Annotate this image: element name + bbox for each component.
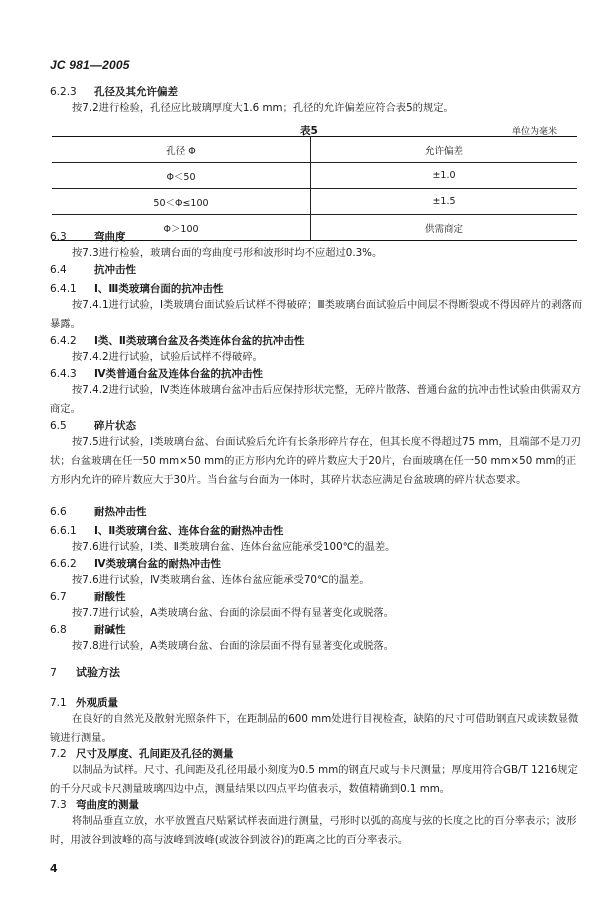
- table-row: [52, 189, 577, 215]
- heading-6-4-3: [50, 367, 263, 381]
- heading-number: 6.7: [50, 591, 67, 603]
- heading-6-5: [50, 419, 136, 433]
- table-header-row: [52, 137, 577, 163]
- heading-number: 6.6.1: [50, 525, 77, 537]
- page-number: 4: [50, 862, 58, 875]
- heading-title: 弯曲度: [94, 231, 126, 243]
- column-header-tolerance: 允许偏差: [311, 137, 578, 163]
- heading-6-6: [50, 505, 147, 519]
- paragraph-6-6-2: 按7.6进行试验，Ⅳ类玻璃台盆、连体台盆应能承受70℃的温差。: [72, 574, 370, 586]
- paragraph-6-2-3: 按7.2进行检验，孔径应比玻璃厚度大1.6 mm；孔径的允许偏差应符合表5的规定。: [72, 102, 454, 114]
- paragraph-6-5: 按7.5进行试验，Ⅰ类玻璃台盆、台面试验后允许有长条形碎片存在，但其长度不得超过75 mm，且端部不是刀刃状；台盆玻璃在任一50 mm×50 mm的正方形内允许的碎片数应大于20片，台面玻璃在任一50 mm×50 mm的正方形内允许的碎片数应大于30片。当台盆与台面为一体时，其碎片状态应满足台盆玻璃的碎片状态要求。: [50, 436, 581, 486]
- heading-6-3: [50, 230, 126, 244]
- table-5-unit: 单位为毫米: [512, 127, 558, 137]
- table-cell: ±1.0: [311, 163, 578, 189]
- heading-6-7: [50, 590, 126, 604]
- table-5-caption: 表5: [300, 125, 318, 137]
- heading-number: 6.2.3: [50, 86, 77, 98]
- paragraph-6-4-3: 按7.4.2进行试验，Ⅳ类连体玻璃台盆冲击后应保持形状完整，无碎片散落、普通台盆的抗冲击性试验由供需双方商定。: [50, 384, 582, 415]
- heading-number: 6.4.1: [50, 283, 77, 295]
- heading-7-2: [50, 747, 234, 761]
- heading-number: 6.6: [50, 506, 67, 518]
- heading-number: 6.8: [50, 624, 67, 636]
- column-header-diameter: 孔径 Φ: [52, 137, 311, 163]
- paragraph-7-3: 将制品垂直立放，水平放置直尺贴紧试样表面进行测量，弓形时以弧的高度与弦的长度之比的百分率表示；波形时，用波谷到波峰的高与波峰到波峰(或波谷到波谷)的距离之比的百分率表示。: [50, 815, 577, 846]
- heading-7-3: [50, 798, 139, 812]
- heading-title: 试验方法: [76, 666, 120, 679]
- paragraph-7-2: 以制品为试样。尺寸、孔间距及孔径用最小刻度为0.5 mm的钢直尺或与卡尺测量；厚度用符合GB/T 1216规定的千分尺或卡尺测量玻璃四边中点，测量结果以四点平均值表示，数值精确到0.1 mm。: [50, 764, 578, 795]
- heading-number: 7.1: [50, 697, 67, 709]
- heading-6-4-2: [50, 334, 304, 348]
- table-row: [52, 163, 577, 189]
- heading-title: 耐酸性: [94, 591, 126, 603]
- heading-7-1: [50, 696, 118, 710]
- table-cell: Φ＞100: [52, 215, 311, 241]
- heading-number: 6.6.2: [50, 558, 77, 570]
- heading-number: 7: [50, 666, 57, 679]
- paragraph-6-8: 按7.8进行试验，A类玻璃台盆、台面的涂层面不得有显著变化或脱落。: [72, 640, 395, 652]
- heading-title: Ⅳ类玻璃台盆的耐热冲击性: [94, 558, 222, 570]
- heading-number: 7.3: [50, 799, 67, 811]
- heading-6-8: [50, 623, 126, 637]
- heading-6-6-1: [50, 524, 283, 538]
- heading-6-4-1: [50, 282, 223, 296]
- standard-code: JC 981—2005: [50, 58, 130, 72]
- paragraph-6-4-2: 按7.4.2进行试验，试验后试样不得破碎。: [72, 351, 263, 363]
- heading-number: 6.4: [50, 264, 67, 276]
- paragraph-7-1: 在良好的自然光及散射光照条件下，在距制品的600 mm处进行目视检查，缺陷的尺寸可借助钢直尺或读数显微镜进行测量。: [50, 713, 579, 744]
- heading-number: 6.4.2: [50, 335, 77, 347]
- table-cell: 50＜Φ≤100: [52, 189, 311, 215]
- heading-title: Ⅳ类普通台盆及连体台盆的抗冲击性: [94, 368, 264, 380]
- heading-title: Ⅰ类、Ⅱ类玻璃台盆及各类连体台盆的抗冲击性: [94, 335, 305, 347]
- table-cell: ±1.5: [311, 189, 578, 215]
- table-5: [52, 136, 577, 241]
- heading-title: 耐碱性: [94, 624, 126, 636]
- heading-6-6-2: [50, 557, 221, 571]
- heading-title: Ⅰ、Ⅲ类玻璃台面的抗冲击性: [94, 283, 224, 295]
- paragraph-6-3: 按7.3进行检验，玻璃台面的弯曲度弓形和波形时均不应超过0.3%。: [72, 247, 383, 259]
- paragraph-6-7: 按7.7进行试验，A类玻璃台盆、台面的涂层面不得有显著变化或脱落。: [72, 607, 395, 619]
- table-cell: Φ＜50: [52, 163, 311, 189]
- heading-number: 7.2: [50, 748, 67, 760]
- heading-title: 弯曲度的测量: [76, 799, 139, 811]
- heading-number: 6.4.3: [50, 368, 77, 380]
- table-cell: 供需商定: [311, 215, 578, 241]
- heading-title: Ⅰ、Ⅱ类玻璃台盆、连体台盆的耐热冲击性: [94, 525, 284, 537]
- heading-6-4: [50, 263, 136, 277]
- heading-title: 孔径及其允许偏差: [94, 86, 178, 98]
- paragraph-6-6-1: 按7.6进行试验，Ⅰ类、Ⅱ类玻璃台盆、连体台盆应能承受100℃的温差。: [72, 541, 396, 553]
- heading-title: 尺寸及厚度、孔间距及孔径的测量: [76, 748, 234, 760]
- heading-6-2-3: [50, 85, 178, 99]
- heading-title: 耐热冲击性: [94, 506, 147, 518]
- heading-title: 抗冲击性: [94, 264, 136, 276]
- heading-number: 6.5: [50, 420, 67, 432]
- heading-number: 6.3: [50, 231, 67, 243]
- heading-title: 碎片状态: [94, 420, 136, 432]
- paragraph-6-4-1: 按7.4.1进行试验，Ⅰ类玻璃台面试验后试样不得破碎；Ⅲ类玻璃台面试验后中间层不得断裂或不得因碎片的剥落而暴露。: [50, 299, 582, 330]
- heading-7: [50, 666, 120, 680]
- heading-title: 外观质量: [76, 697, 118, 709]
- table-row: [52, 215, 577, 241]
